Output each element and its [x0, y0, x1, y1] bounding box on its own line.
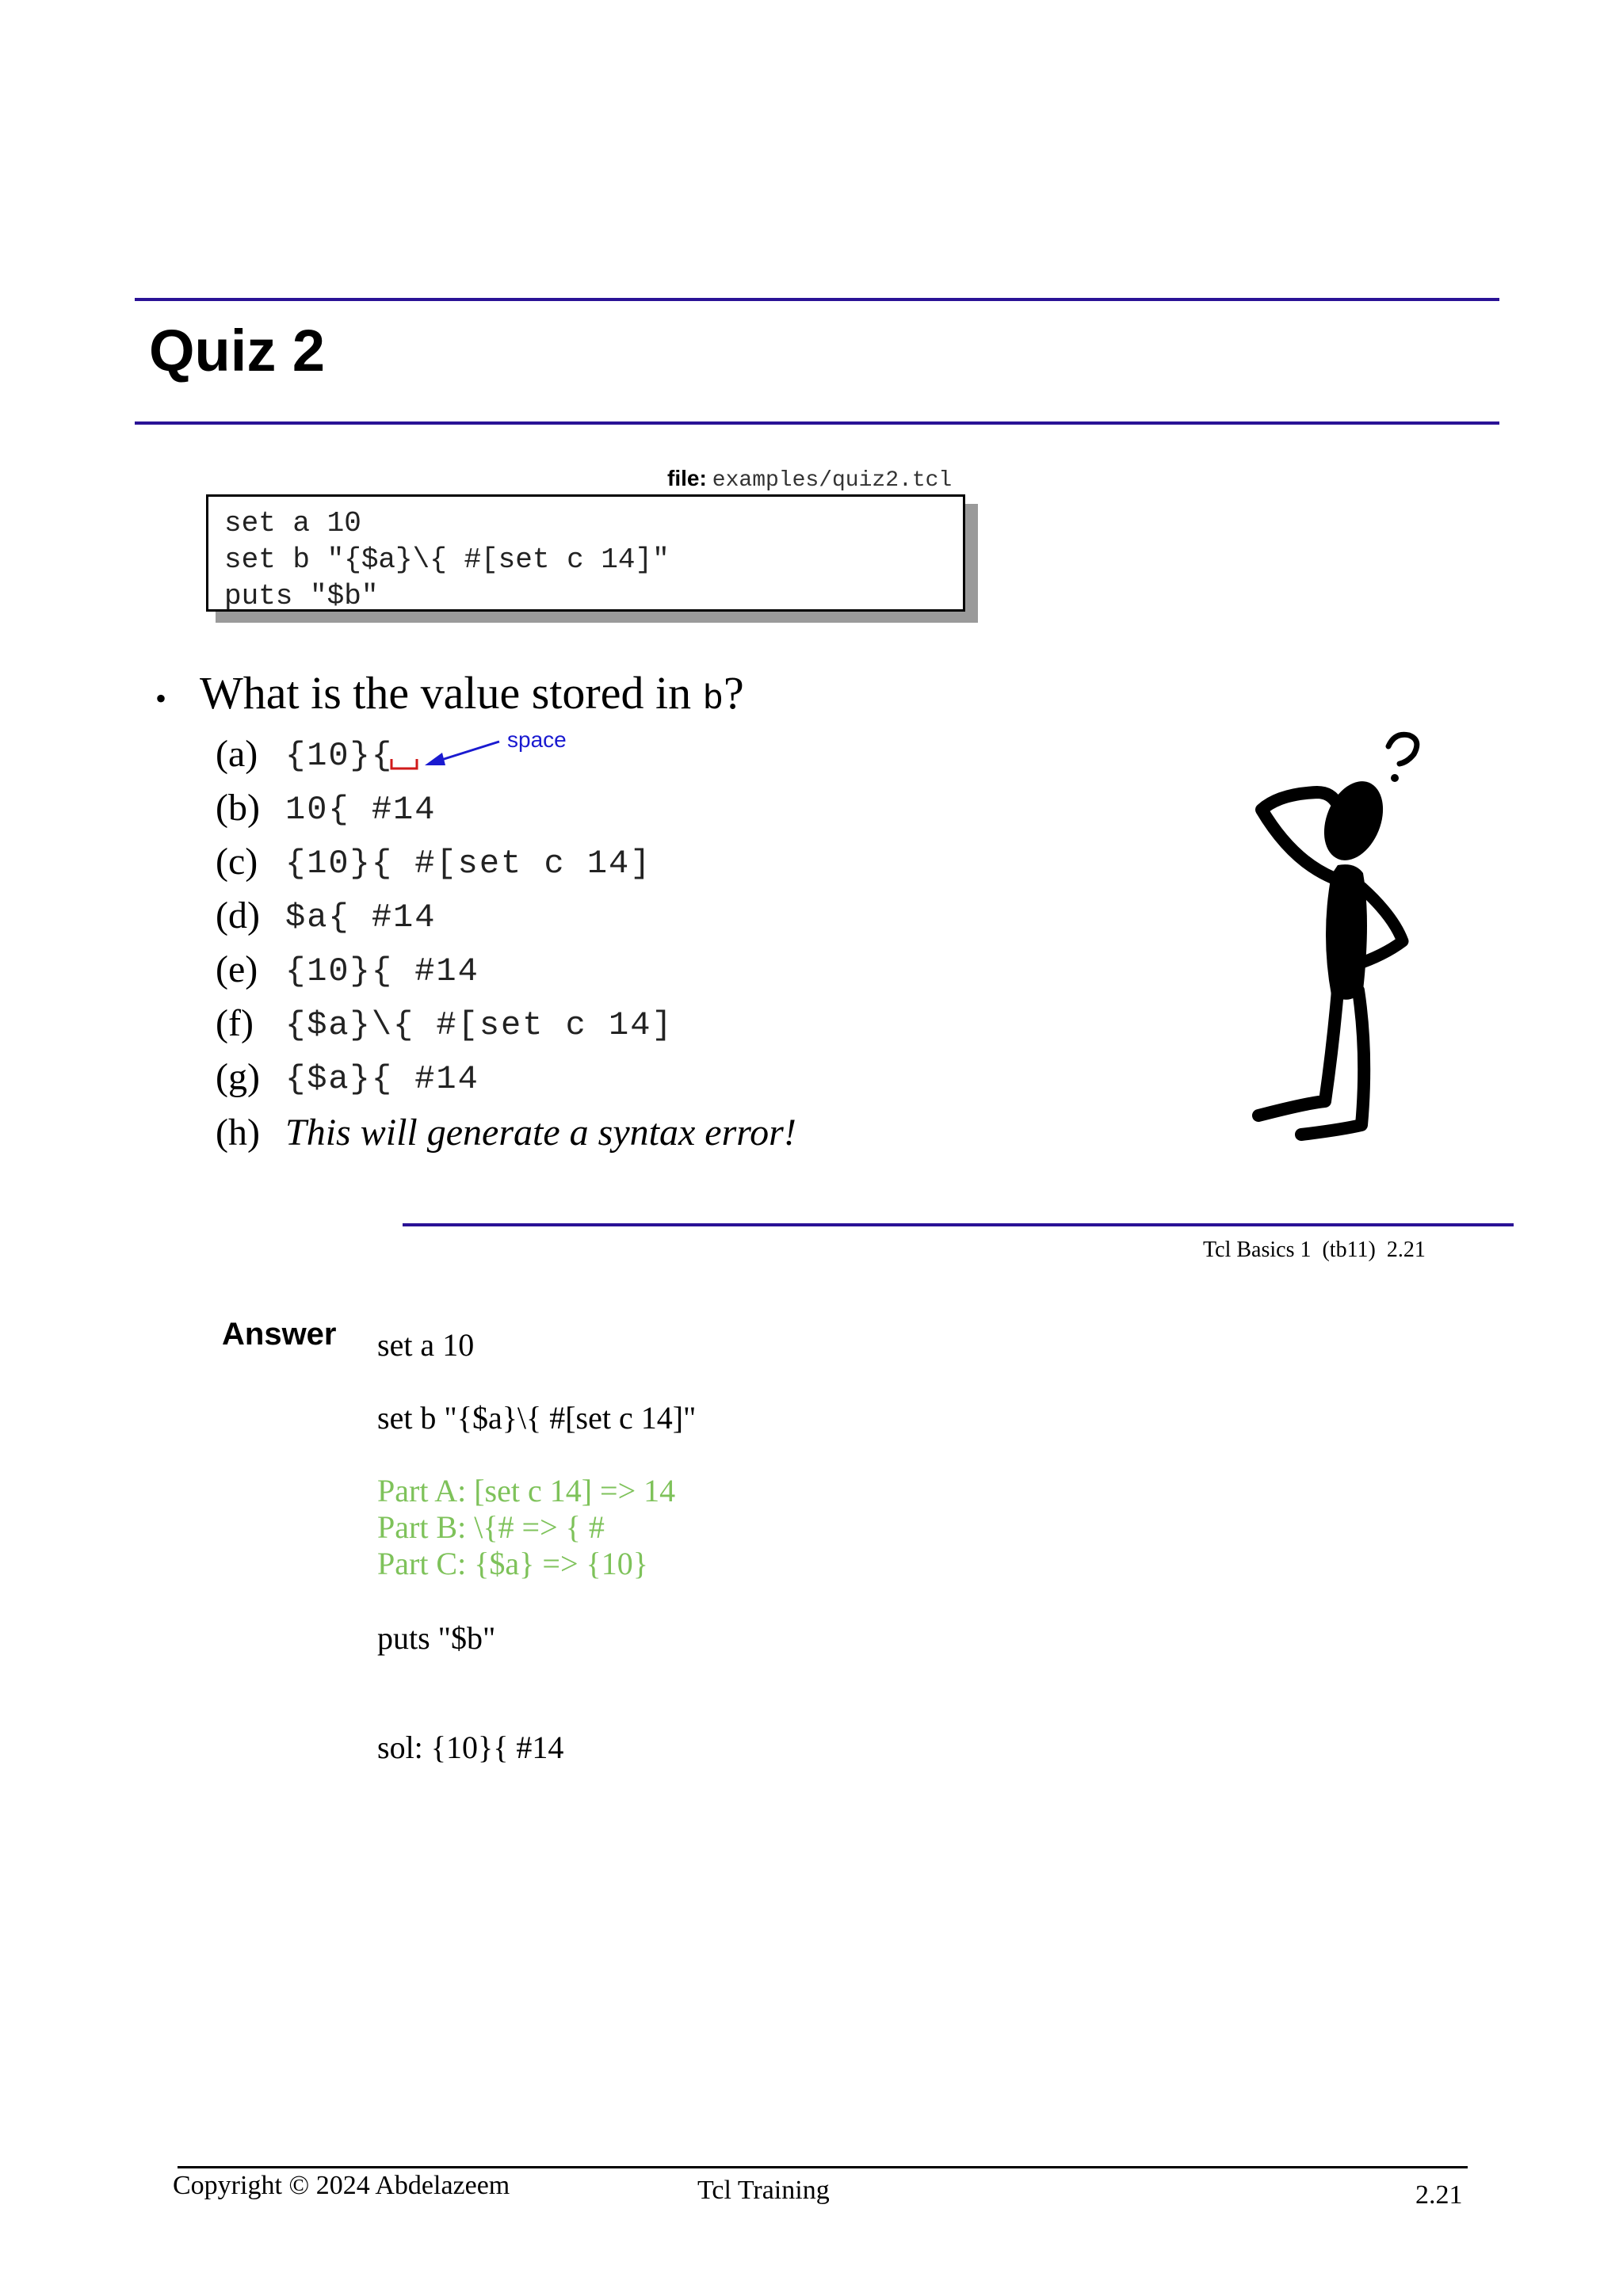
file-label: [667, 466, 952, 493]
option-text: $a{ #14: [285, 898, 437, 936]
question-post: ?: [724, 667, 744, 719]
option-letter: (c): [216, 841, 258, 883]
top-rule: [135, 298, 1499, 301]
answer-line: puts "$b": [377, 1620, 496, 1656]
bullet-icon: •: [155, 681, 167, 716]
question-text: [200, 667, 744, 719]
answer-label: Answer: [222, 1317, 337, 1352]
file-path: examples/quiz2.tcl: [712, 468, 953, 493]
code-box: [206, 494, 965, 612]
option-text: 10{ #14: [285, 791, 437, 829]
answer-part: Part A: [set c 14] => 14: [377, 1473, 676, 1508]
title-underline-rule: [135, 421, 1499, 425]
answer-part: Part B: \{# => { #: [377, 1509, 605, 1545]
slide-footer-rule: [403, 1223, 1514, 1226]
file-label-prefix: file:: [667, 466, 707, 490]
space-annotation: space: [507, 727, 567, 752]
answer-line: set b "{$a}\{ #[set c 14]": [377, 1400, 697, 1436]
answer-part: Part C: {$a} => {10}: [377, 1546, 648, 1581]
option-text: {10}{ #[set c 14]: [285, 845, 652, 883]
slide-footer: Tcl Basics 1 (tb11) 2.21: [1203, 1238, 1426, 1262]
option-letter: (h): [216, 1112, 260, 1154]
answer-solution: sol: {10}{ #14: [377, 1730, 564, 1765]
option-letter: (e): [216, 948, 258, 990]
code-line: puts "$b": [224, 580, 379, 612]
option-letter: (d): [216, 894, 260, 936]
option-text: {$a}\{ #[set c 14]: [285, 1006, 674, 1044]
question-var: b: [702, 680, 724, 719]
page-number: 2.21: [1415, 2180, 1463, 2210]
copyright: Copyright © 2024 Abdelazeem: [173, 2171, 510, 2200]
option-letter: (a): [216, 733, 258, 775]
space-marker-icon: [380, 729, 523, 776]
option-text: {$a}{ #14: [285, 1060, 479, 1098]
page-footer-rule: [178, 2166, 1468, 2168]
question-pre: What is the value stored in: [200, 667, 703, 719]
option-text: {10}{: [285, 737, 394, 775]
option-text: {10}{ #14: [285, 952, 479, 990]
option-letter: (f): [216, 1002, 254, 1044]
footer-center: Tcl Training: [697, 2176, 830, 2205]
page-title: Quiz 2: [149, 318, 326, 383]
code-line: set a 10: [224, 507, 361, 540]
option-text: This will generate a syntax error!: [285, 1112, 796, 1154]
answer-line: set a 10: [377, 1327, 475, 1363]
thinking-man-icon: [1244, 729, 1442, 1157]
code-line: set b "{$a}\{ #[set c 14]": [224, 543, 670, 576]
option-letter: (b): [216, 787, 260, 829]
option-letter: (g): [216, 1056, 260, 1098]
